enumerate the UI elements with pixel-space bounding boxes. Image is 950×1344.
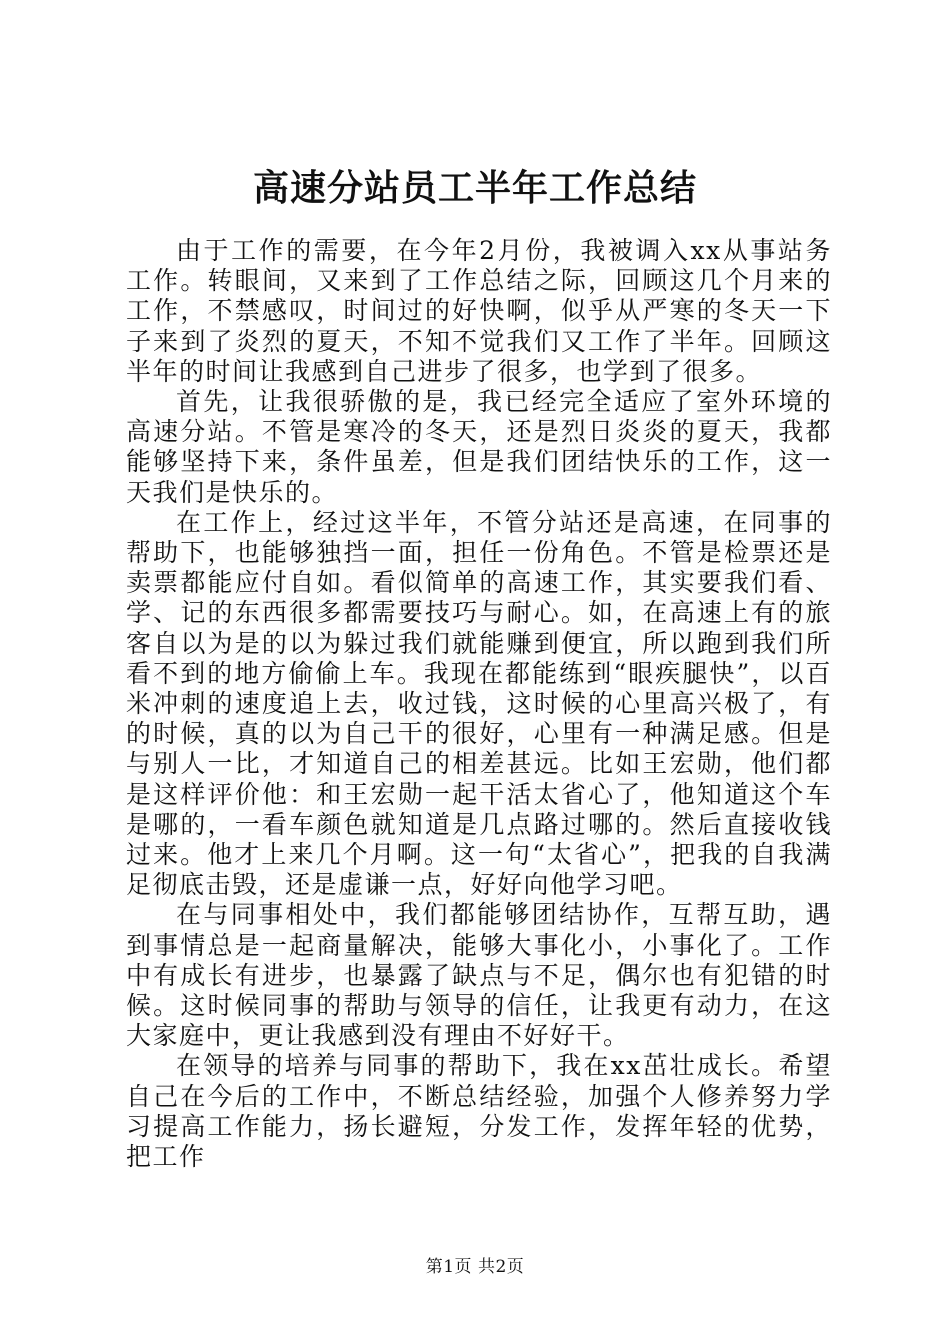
paragraph-5: 在领导的培养与同事的帮助下，我在xx茁壮成长。希望自己在今后的工作中，不断总结经验，加强个人修养努力学习提高工作能力，扬长避短，分发工作，发挥年轻的优势，把工作 (126, 1051, 832, 1172)
document-title: 高速分站员工半年工作总结 (252, 167, 697, 209)
document-body (126, 236, 832, 1172)
paragraph-2: 首先，让我很骄傲的是，我已经完全适应了室外环境的高速分站。不管是寒冷的冬天，还是烈日炎炎的夏天，我都能够坚持下来，条件虽差，但是我们团结快乐的工作，这一天我们是快乐的。 (126, 387, 832, 507)
page-footer: 第1页 共2页 (425, 1257, 525, 1277)
paragraph-3: 在工作上，经过这半年，不管分站还是高速，在同事的帮助下，也能够独挡一面，担任一份角色。不管是检票还是卖票都能应付自如。看似简单的高速工作，其实要我们看、学、记的东西很多都需要技巧与耐心。如，在高速上有的旅客自以为是的以为躲过我们就能赚到便宜，所以跑到我们所看不到的地方偷偷上车。我现在都能练到“眼疾腿快”，以百米冲刺的速度追上去，收过钱，这时候的心里高兴极了，有的时候，真的以为自己干的很好，心里有一种满足感。但是与别人一比，才知道自己的相差甚远。比如王宏勋，他们都是这样评价他：和王宏勋一起干活太省心了，他知道这个车是哪的，一看车颜色就知道是几点路过哪的。然后直接收钱过来。他才上来几个月啊。这一句“太省心”，把我的自我满足彻底击毁，还是虚谦一点，好好向他学习吧。 (126, 507, 832, 900)
paragraph-1: 由于工作的需要，在今年2月份，我被调入xx从事站务工作。转眼间，又来到了工作总结之际，回顾这几个月来的工作，不禁感叹，时间过的好快啊，似乎从严寒的冬天一下子来到了炎烈的夏天，不知不觉我们又工作了半年。回顾这半年的时间让我感到自己进步了很多，也学到了很多。 (126, 236, 832, 386)
paragraph-4: 在与同事相处中，我们都能够团结协作，互帮互助，遇到事情总是一起商量解决，能够大事化小，小事化了。工作中有成长有进步，也暴露了缺点与不足，偶尔也有犯错的时候。这时候同事的帮助与领导的信任，让我更有动力，在这大家庭中，更让我感到没有理由不好好干。 (126, 900, 832, 1051)
